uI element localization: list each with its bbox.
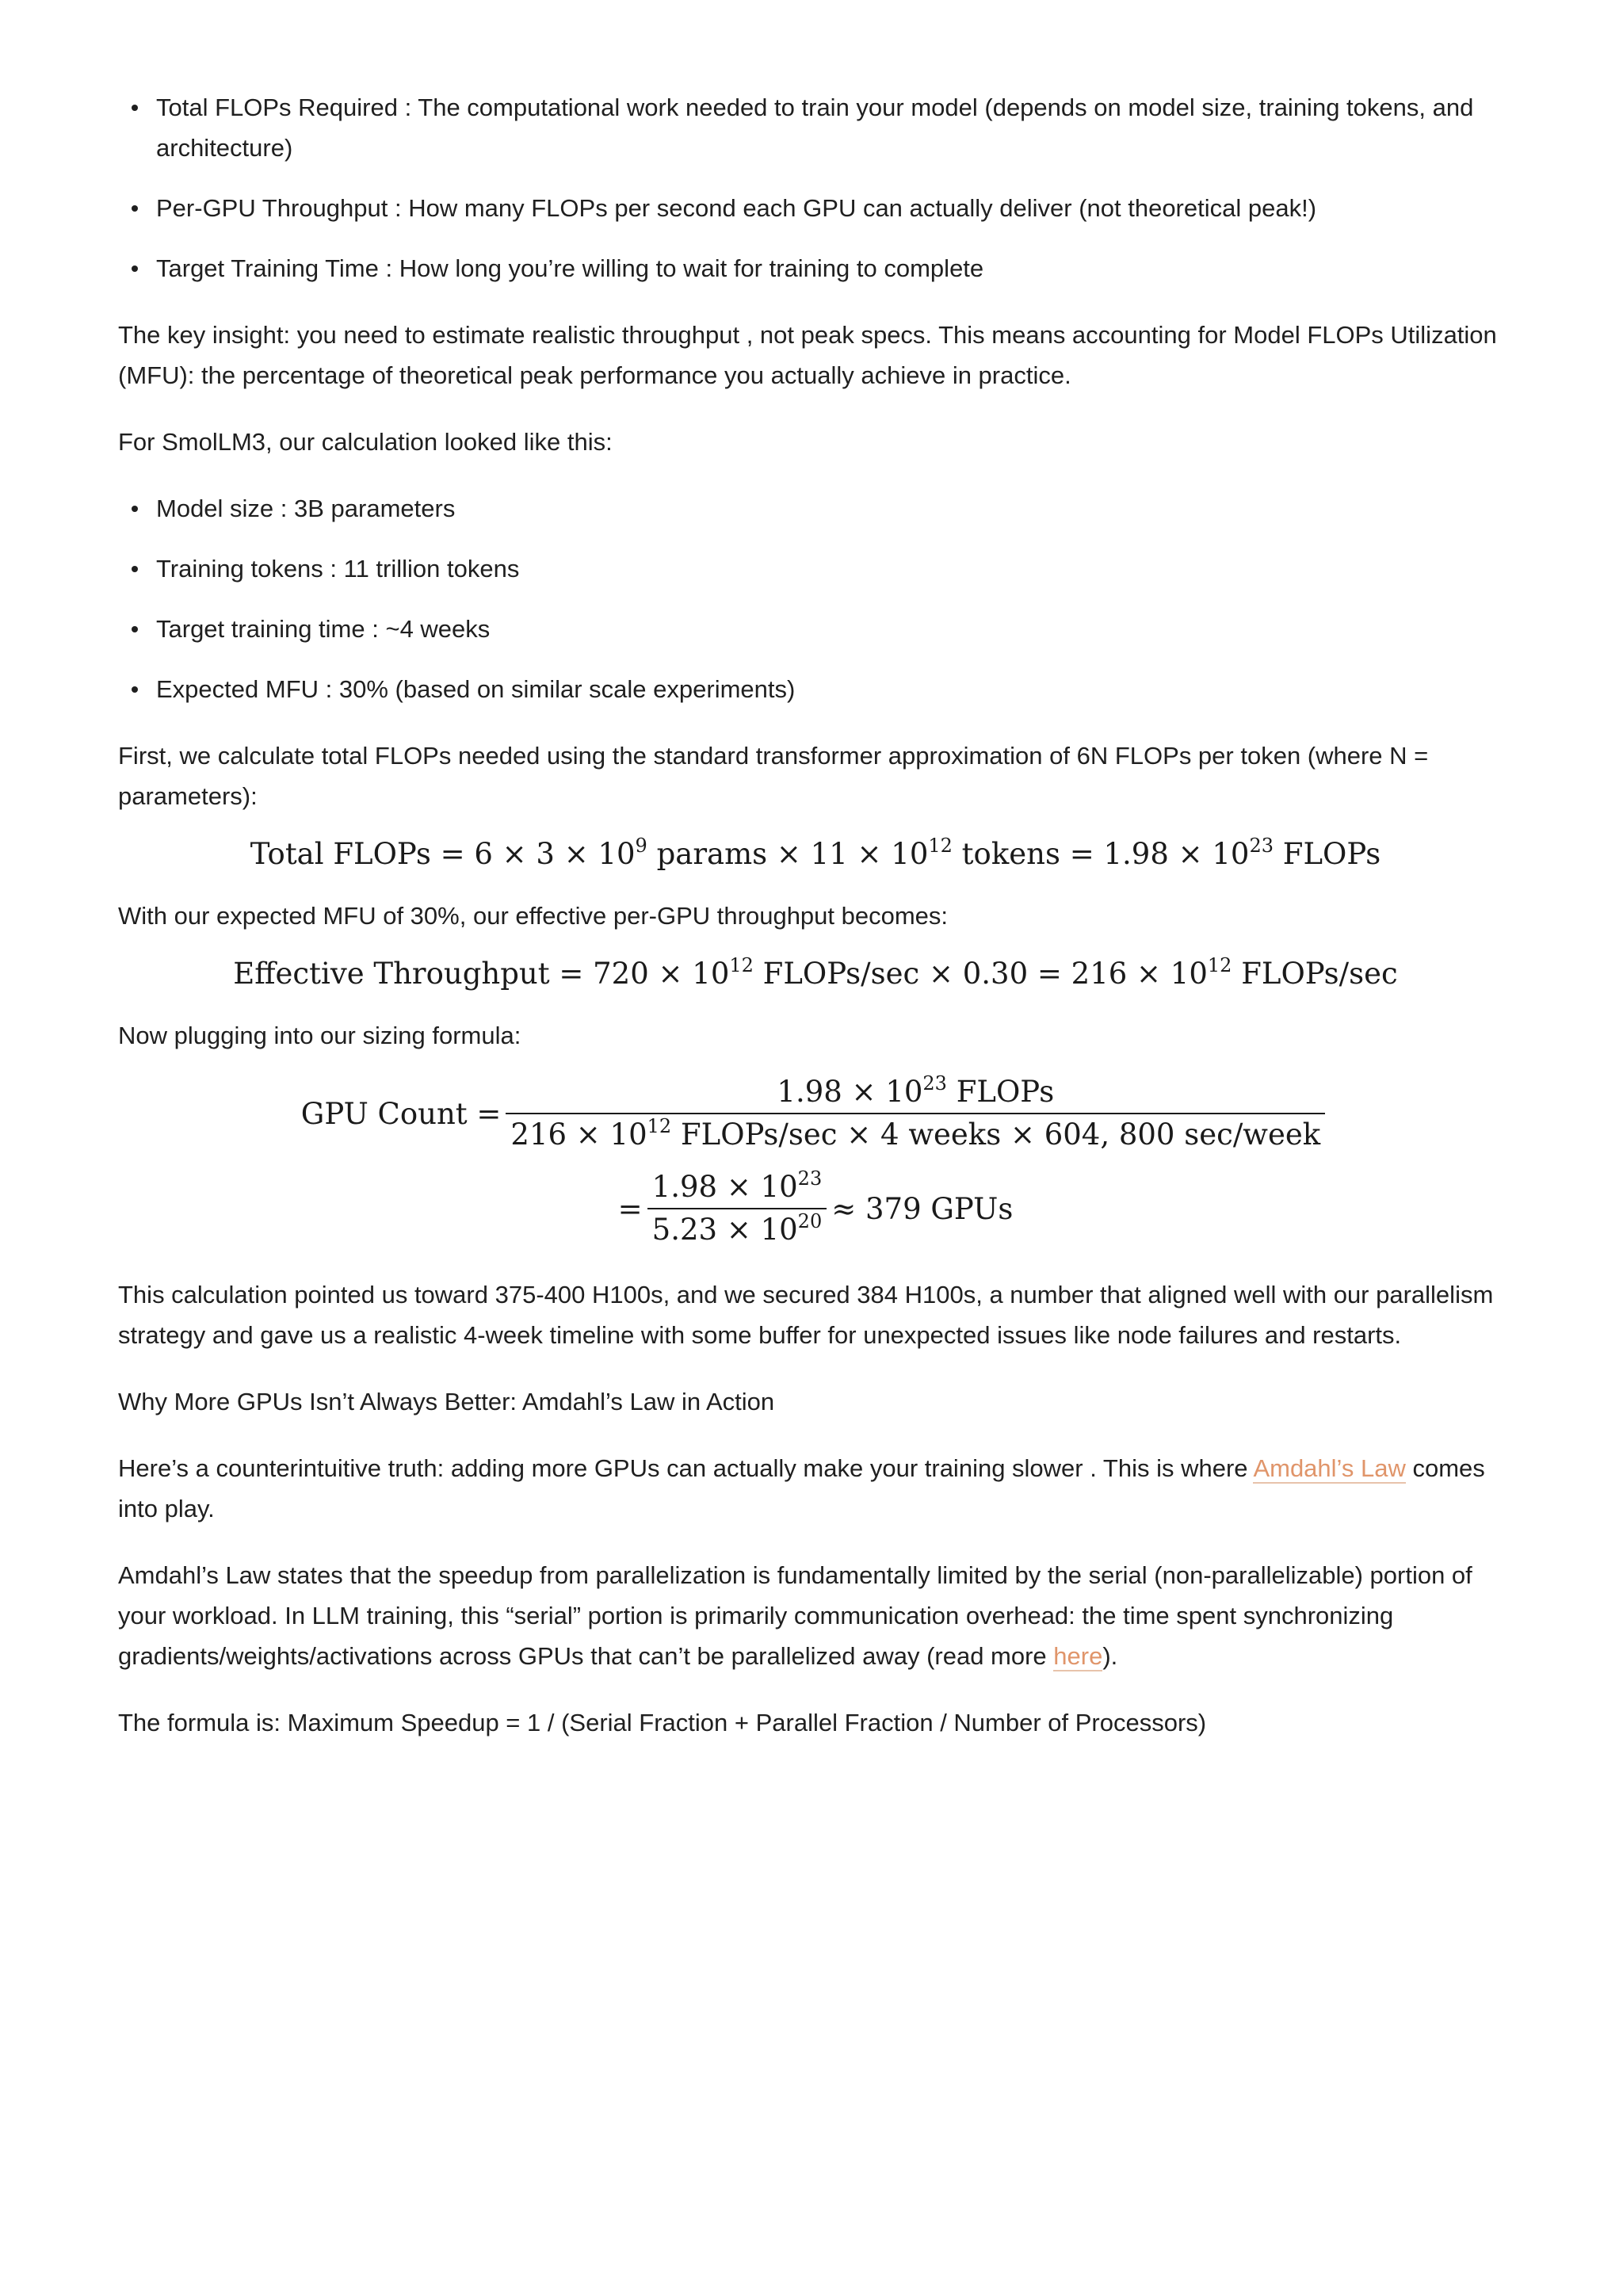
- list-item-term: Expected MFU: [156, 675, 319, 703]
- list-item-term: Total FLOPs Required: [156, 94, 398, 121]
- emphasis-text: adding more GPUs can actually make your training slower: [450, 1454, 1090, 1482]
- math-text: params × 11 × 10: [647, 837, 929, 871]
- math-text: FLOPs/sec × 0.30 = 216 × 10: [753, 957, 1208, 991]
- article-body: [118, 87, 1513, 1769]
- math-text: =: [617, 1191, 643, 1226]
- math-text: 5.23 × 10: [651, 1213, 798, 1247]
- mfu-paragraph: With our expected MFU of 30%, our effective per-GPU throughput becomes:: [118, 902, 949, 930]
- math-text: 1.98 × 10: [777, 1075, 923, 1109]
- math-exponent: 20: [797, 1210, 823, 1232]
- list-item-term: Per-GPU Throughput: [156, 194, 388, 222]
- math-text: tokens = 1.98 × 10: [952, 837, 1250, 871]
- emphasis-text: 6N FLOPs per token: [1076, 742, 1308, 770]
- fraction-denominator: [506, 1114, 1325, 1156]
- amdahls-law-link[interactable]: Amdahl’s Law: [1253, 1454, 1406, 1482]
- gpu-count-row: [118, 1072, 1513, 1156]
- math-text: 1.98 × 10: [651, 1170, 798, 1204]
- formula-paragraph: [118, 1702, 1513, 1743]
- list-item: [118, 87, 1513, 168]
- fraction-numerator: [506, 1072, 1325, 1114]
- math-exponent: 23: [922, 1072, 947, 1095]
- insight-paragraph: [118, 315, 1513, 395]
- list-item-text: : The computational work needed to train your model (depends on model size, training tokens, and architecture): [156, 94, 1474, 162]
- list-item: [118, 669, 1513, 709]
- math-text: Effective Throughput = 720 × 10: [233, 957, 730, 991]
- first-calc-paragraph: [118, 735, 1513, 816]
- math-exponent: 12: [729, 954, 754, 976]
- amdahl-heading: Why More GPUs Isn’t Always Better: Amdahl’s Law in Action: [118, 1388, 775, 1415]
- list-item-text: : 3B parameters: [273, 495, 456, 522]
- math-text: ≈ 379 GPUs: [831, 1191, 1014, 1226]
- math-text: FLOPs/sec × 4 weeks × 604, 800 sec/week: [671, 1117, 1321, 1152]
- list-item-term: Model size: [156, 495, 274, 522]
- math-text: FLOPs: [1274, 837, 1381, 871]
- list-item-text: : 11 trillion tokens: [323, 555, 520, 583]
- math-exponent: 12: [1207, 954, 1232, 976]
- text-span: . This is where: [1090, 1454, 1254, 1482]
- gpu-count-fraction: [506, 1072, 1325, 1156]
- requirements-list: [118, 87, 1513, 288]
- list-item: [118, 609, 1513, 649]
- math-text: Total FLOPs = 6 × 3 × 10: [250, 837, 636, 871]
- conclusion-paragraph: This calculation pointed us toward 375-400 H100s, and we secured 384 H100s, a number that aligned well with our parallelism strategy and gave us a realistic 4-week timeline with some buffer for unexpected issues like node failures and restarts.: [118, 1281, 1494, 1349]
- text-span: (where N = parameters):: [118, 742, 1429, 810]
- math-exponent: 23: [797, 1167, 823, 1190]
- math-text: FLOPs/sec: [1232, 957, 1398, 991]
- text-span: : the time spent synchronizing gradients/weights/activations across GPUs that can’t be parallelized away (read more: [118, 1602, 1394, 1670]
- text-span: comes into play.: [118, 1454, 1485, 1522]
- list-item-text: : How many FLOPs per second each GPU can actually deliver (not theoretical peak!): [388, 194, 1317, 222]
- emphasis-text: communication overhead: [793, 1602, 1069, 1629]
- fraction-numerator: [647, 1167, 827, 1209]
- plug-paragraph: Now plugging into our sizing formula:: [118, 1022, 521, 1049]
- text-span: First, we calculate total FLOPs needed using the standard transformer approximation of: [118, 742, 1077, 770]
- list-item-term: Target training time: [156, 615, 365, 643]
- list-item: [118, 248, 1513, 288]
- math-exponent: 12: [928, 835, 953, 857]
- text-span: ).: [1102, 1642, 1118, 1670]
- smollm-intro: For SmolLM3, our calculation looked like this:: [118, 428, 613, 456]
- total-flops-equation: [118, 831, 1513, 878]
- math-text: FLOPs: [946, 1075, 1055, 1109]
- list-item: [118, 488, 1513, 529]
- amdahl-paragraph: [118, 1555, 1513, 1676]
- list-item: [118, 548, 1513, 589]
- list-item-term: Training tokens: [156, 555, 323, 583]
- gpu-result-fraction: [647, 1167, 827, 1251]
- list-item-text: : ~4 weeks: [365, 615, 491, 643]
- emphasis-text: realistic throughput: [532, 321, 747, 349]
- throughput-equation: [118, 950, 1513, 998]
- gpu-count-equation: [118, 1072, 1513, 1251]
- read-more-link[interactable]: here: [1053, 1642, 1103, 1670]
- math-exponent: 12: [647, 1115, 672, 1137]
- math-exponent: 23: [1249, 835, 1274, 857]
- list-item-text: : How long you’re willing to wait for training to complete: [378, 254, 984, 282]
- smollm-parameters-list: [118, 488, 1513, 709]
- text-span: Amdahl’s Law states that the speedup from parallelization is fundamentally limited by the serial (non-parallelizable) portion of your workload. In LLM training, this “serial” portion is primarily: [118, 1561, 1472, 1629]
- math-text: 216 × 10: [510, 1117, 647, 1152]
- text-span: The key insight: you need to estimate: [118, 321, 533, 349]
- math-exponent: 9: [635, 835, 647, 857]
- gpu-result-row: [118, 1167, 1513, 1251]
- text-span: The formula is:: [118, 1709, 288, 1736]
- fraction-denominator: [647, 1209, 827, 1251]
- emphasis-text: Maximum Speedup = 1 / (Serial Fraction + Parallel Fraction / Number of Processors): [287, 1709, 1207, 1736]
- list-item: [118, 188, 1513, 228]
- math-text: GPU Count =: [300, 1096, 502, 1131]
- text-span: Here’s a counterintuitive truth:: [118, 1454, 451, 1482]
- list-item-term: Target Training Time: [156, 254, 379, 282]
- list-item-text: : 30% (based on similar scale experiments): [319, 675, 796, 703]
- text-span: , not peak specs. This means accounting for Model FLOPs Utilization (MFU): the percentage of theoretical peak performance you actually achieve in practice.: [118, 321, 1497, 389]
- counterintuitive-paragraph: [118, 1448, 1513, 1529]
